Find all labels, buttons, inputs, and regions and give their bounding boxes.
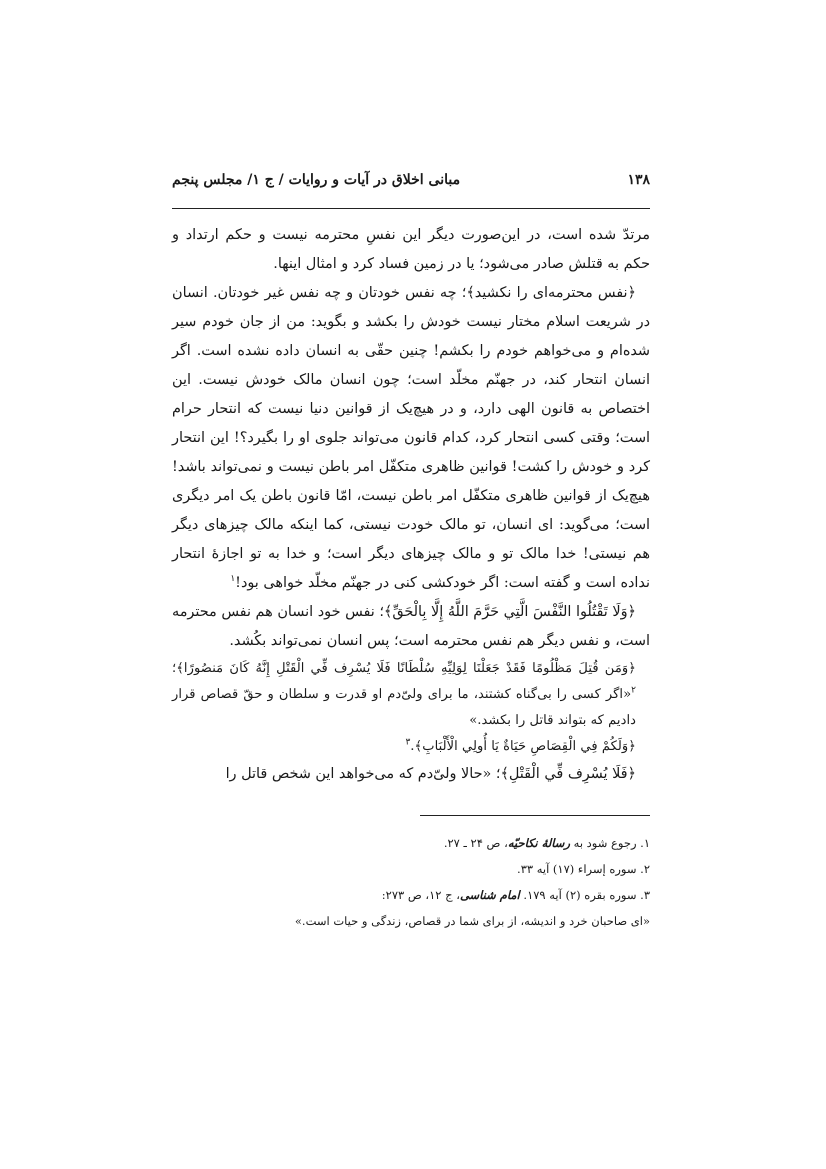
quote-2-arabic: ﴿وَلَكُمْ فِي الْقِصَاصِ حَيَاةٌ يَا أُولِي الْأَلْبَابِ﴾. bbox=[410, 739, 636, 754]
paragraph-1: مرتدّ شده است، در این‌صورت دیگر این نفسِ محترمه نیست و حکم ارتداد و حکم به قتلش صادر می‌شود؛ یا در زمین فساد کرد و امثال اینها. bbox=[172, 227, 650, 272]
footnote-ref-2: ۲ bbox=[631, 685, 636, 696]
quote-1-arabic: ﴿وَمَن قُتِلَ مَظْلُومًا فَقَدْ جَعَلْنَا لِوَلِيِّهِ سُلْطَانًا فَلَا يُسْرِف فِّي الْقَتْلِ إِنَّهُ كَانَ مَنصُورًا﴾؛ bbox=[172, 661, 636, 676]
book-page bbox=[172, 172, 650, 934]
paragraph-2 bbox=[172, 279, 650, 598]
footnote-2: ۲. سوره إسراء (۱۷) آیه ۳۳. bbox=[517, 862, 650, 876]
footnote-1-prefix: ۱. رجوع شود به bbox=[570, 836, 650, 850]
footnote-3-translation: «ای صاحبان خرد و اندیشه، از برای شما در قصاص، زندگی و حیات است.» bbox=[294, 914, 650, 928]
footnotes bbox=[172, 830, 650, 934]
quote-1-translation: «اگر کسی را بی‌گناه کشتند، ما برای ولیّ‌دم او قدرت و سلطان و حقّ قصاص قرار دادیم که بتواند قاتل را بکشد.» bbox=[172, 687, 636, 728]
footnote-rule bbox=[420, 815, 650, 816]
footnote-1 bbox=[172, 830, 650, 856]
quote-1 bbox=[172, 656, 636, 734]
quote-block bbox=[172, 656, 650, 760]
footnote-1-suffix: ، ص ۲۴ ـ ۲۷. bbox=[443, 836, 508, 850]
page-number: ۱۳۸ bbox=[627, 172, 650, 188]
footnote-3 bbox=[172, 882, 650, 908]
running-header bbox=[172, 172, 650, 202]
footnote-ref-3: ۳ bbox=[405, 737, 411, 748]
body-text bbox=[172, 221, 650, 789]
paragraph-4: ﴿فَلَا يُسْرِف فِّي الْقَتْلِ﴾؛ «حالا ولیّ‌دم که می‌خواهد این شخص قاتل را bbox=[225, 766, 636, 782]
paragraph-3: ﴿وَلَا تَقْتُلُوا النَّفْسَ الَّتِي حَرَّمَ اللَّهُ إِلَّا بِالْحَقِّ﴾؛ نفس خود انسان هم نفس محترمه است، و نفس دیگر هم نفس محترمه است؛ پس انسان نمی‌تواند بکُشد. bbox=[172, 604, 650, 649]
running-title: مبانی اخلاق در آیات و روایات / ج ۱/ مجلس پنجم bbox=[172, 172, 461, 188]
quote-2 bbox=[172, 734, 636, 760]
header-rule bbox=[172, 208, 650, 209]
footnote-3-prefix: ۳. سوره بقره (۲) آیه ۱۷۹. bbox=[519, 888, 650, 902]
footnote-1-title: رسالهٔ نکاحیّه bbox=[507, 836, 570, 850]
footnote-3-title: امام شناسی bbox=[459, 888, 520, 902]
paragraph-2-text: ﴿نفس محترمه‌ای را نکشید﴾؛ چه نفس خودتان و چه نفس غیر خودتان. انسان در شریعت اسلام مختار نیست خودش را بکشد و بگوید: من از جان خودم سیر شده‌ام و می‌خواهم خودم را بکشم! چنین حقّی به انسان داده نشده است. اگر انسان انتحار کند، در جهنّم مخلّد است؛ چون انسان مالک خودش نیست. این اختصاص به قانون الهی دارد، و در هیچ‌یک از قوانین دنیا نیست که انتحار حرام است؛ وقتی کسی انتحار کرد، کدام قانون می‌تواند جلوی او را بگیرد؟! این انتحار کرد و خودش را کشت! قوانین ظاهری متکفّل امر باطن نیست و نمی‌تواند باشد! هیچ‌یک از قوانین ظاهری متکفّل امر باطن نیست، امّا قانون باطن یک امر دیگری است؛ می‌گوید: ای انسان، تو مالک خودت نیستی، کما اینکه مالک چیزهای دیگر هم نیستی! خدا مالک تو و مالک چیزهای دیگر است؛ و خدا به تو اجازهٔ انتحار نداده است و گفته است: اگر خودکشی کنی در جهنّم مخلّد خواهی بود! bbox=[172, 285, 650, 591]
footnote-3-suffix: ، ج ۱۲، ص ۲۷۳: bbox=[381, 888, 460, 902]
footnote-ref-1: ۱ bbox=[230, 574, 236, 585]
